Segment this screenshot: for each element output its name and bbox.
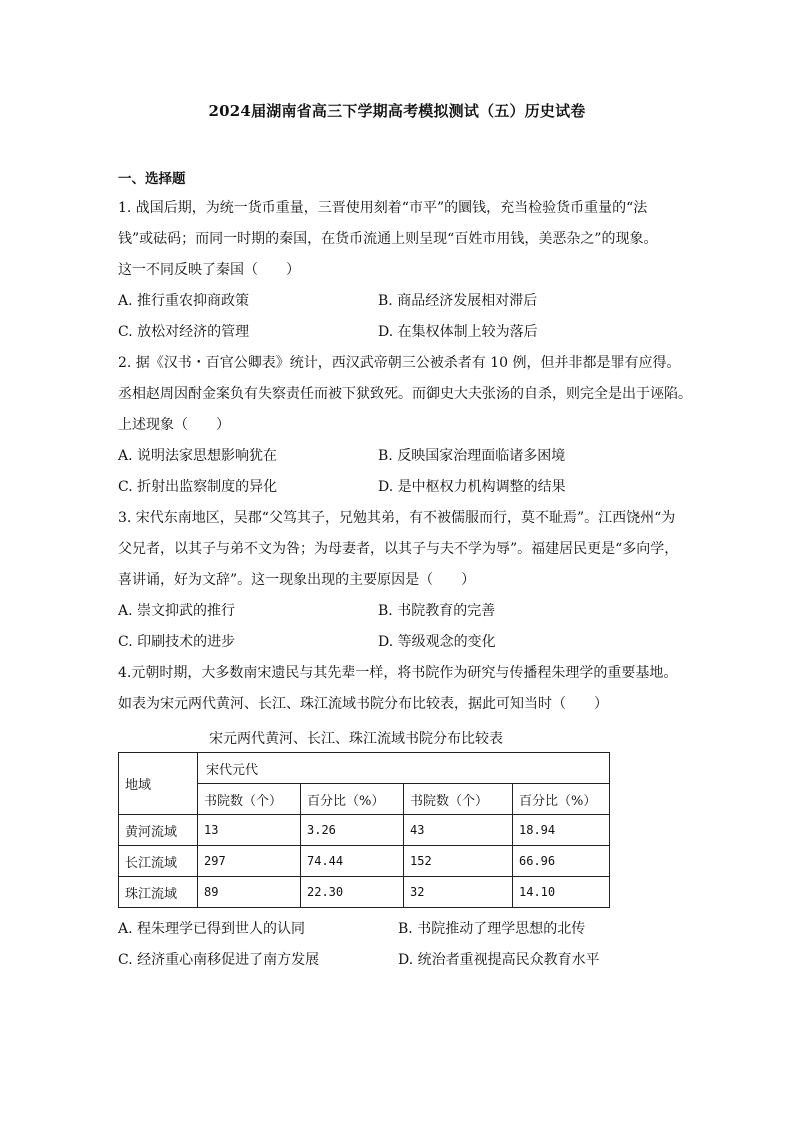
region-cell: 黄河流域 bbox=[119, 815, 198, 846]
q3-line-2: 父兄者，以其子与弟不文为咎；为母妻者，以其子与夫不学为辱”。福建居民更是“多向学， bbox=[118, 541, 679, 557]
table-cell: 14.10 bbox=[513, 877, 610, 908]
q4-line-2: 如表为宋元两代黄河、长江、珠江流域书院分布比较表，据此可知当时（ ） bbox=[118, 696, 608, 712]
table-row bbox=[119, 846, 610, 877]
table-cell: 22.30 bbox=[301, 877, 404, 908]
q4-option-b: B. 书院推动了理学思想的北传 bbox=[398, 921, 586, 937]
q4-line-1: 4.元朝时期，大多数南宋遗民与其先辈一样，将书院作为研究与传播程朱理学的重要基地。 bbox=[118, 665, 678, 681]
table-cell: 152 bbox=[404, 846, 513, 877]
q2-line-1: 2. 据《汉书・百官公卿表》统计，西汉武帝朝三公被杀者有 10 例，但并非都是罪有应得。 bbox=[118, 355, 681, 371]
q1-option-b: B. 商品经济发展相对滞后 bbox=[378, 293, 538, 309]
q3-line-3: 喜讲诵，好为文辞”。这一现象出现的主要原因是（ ） bbox=[118, 572, 476, 588]
q1-line-2: 钱”或砝码；而同一时期的秦国，在货币流通上则呈现“百姓市用钱，美恶杂之”的现象。 bbox=[118, 231, 658, 247]
q2-option-c: C. 折射出监察制度的异化 bbox=[118, 479, 278, 495]
region-cell: 珠江流域 bbox=[119, 877, 198, 908]
column-header: 百分比（%） bbox=[301, 784, 404, 815]
q3-option-a: A. 崇文抑武的推行 bbox=[118, 603, 236, 619]
q2-line-3: 上述现象（ ） bbox=[118, 417, 230, 433]
q3-option-b: B. 书院教育的完善 bbox=[378, 603, 496, 619]
q2-option-a: A. 说明法家思想影响犹在 bbox=[118, 448, 278, 464]
q2-line-2: 丞相赵周因酎金案负有失察责任而被下狱致死。而御史大夫张汤的自杀，则完全是出于诬陷。 bbox=[118, 386, 692, 402]
q2-option-d: D. 是中枢权力机构调整的结果 bbox=[378, 479, 566, 495]
column-header: 书院数（个） bbox=[404, 784, 513, 815]
q3-option-c: C. 印刷技术的进步 bbox=[118, 634, 236, 650]
column-header: 书院数（个） bbox=[198, 784, 301, 815]
q1-line-3: 这一不同反映了秦国（ ） bbox=[118, 262, 300, 278]
q1-line-1: 1. 战国后期，为统一货币重量，三晋使用刻着“市平”的圜钱，充当检验货币重量的“法 bbox=[118, 200, 648, 216]
q1-option-d: D. 在集权体制上较为落后 bbox=[378, 324, 538, 340]
table-cell: 18.94 bbox=[513, 815, 610, 846]
academy-distribution-table bbox=[118, 752, 610, 908]
dynasty-group-header: 宋代元代 bbox=[198, 753, 610, 784]
q4-option-a: A. 程朱理学已得到世人的认同 bbox=[118, 921, 306, 937]
table-cell: 3.26 bbox=[301, 815, 404, 846]
table-header-row bbox=[119, 753, 610, 784]
q2-option-b: B. 反映国家治理面临诸多困境 bbox=[378, 448, 566, 464]
table-cell: 13 bbox=[198, 815, 301, 846]
q1-option-c: C. 放松对经济的管理 bbox=[118, 324, 250, 340]
q3-line-1: 3. 宋代东南地区，吴郡“父笃其子，兄勉其弟，有不被儒服而行，莫不耻焉”。江西饶州“为 bbox=[118, 510, 676, 526]
page-title: 2024届湖南省高三下学期高考模拟测试（五）历史试卷 bbox=[208, 102, 586, 120]
q3-option-d: D. 等级观念的变化 bbox=[378, 634, 496, 650]
q4-option-d: D. 统治者重视提高民众教育水平 bbox=[398, 952, 600, 968]
table-caption: 宋元两代黄河、长江、珠江流域书院分布比较表 bbox=[209, 731, 503, 747]
table-cell: 89 bbox=[198, 877, 301, 908]
column-header: 百分比（%） bbox=[513, 784, 610, 815]
section-heading: 一、选择题 bbox=[118, 171, 186, 187]
table-cell: 32 bbox=[404, 877, 513, 908]
region-header: 地域 bbox=[119, 753, 198, 815]
q4-option-c: C. 经济重心南移促进了南方发展 bbox=[118, 952, 320, 968]
q1-option-a: A. 推行重农抑商政策 bbox=[118, 293, 250, 309]
table-cell: 66.96 bbox=[513, 846, 610, 877]
table-cell: 43 bbox=[404, 815, 513, 846]
region-cell: 长江流域 bbox=[119, 846, 198, 877]
table-cell: 297 bbox=[198, 846, 301, 877]
table-cell: 74.44 bbox=[301, 846, 404, 877]
table-row bbox=[119, 877, 610, 908]
table-row bbox=[119, 815, 610, 846]
